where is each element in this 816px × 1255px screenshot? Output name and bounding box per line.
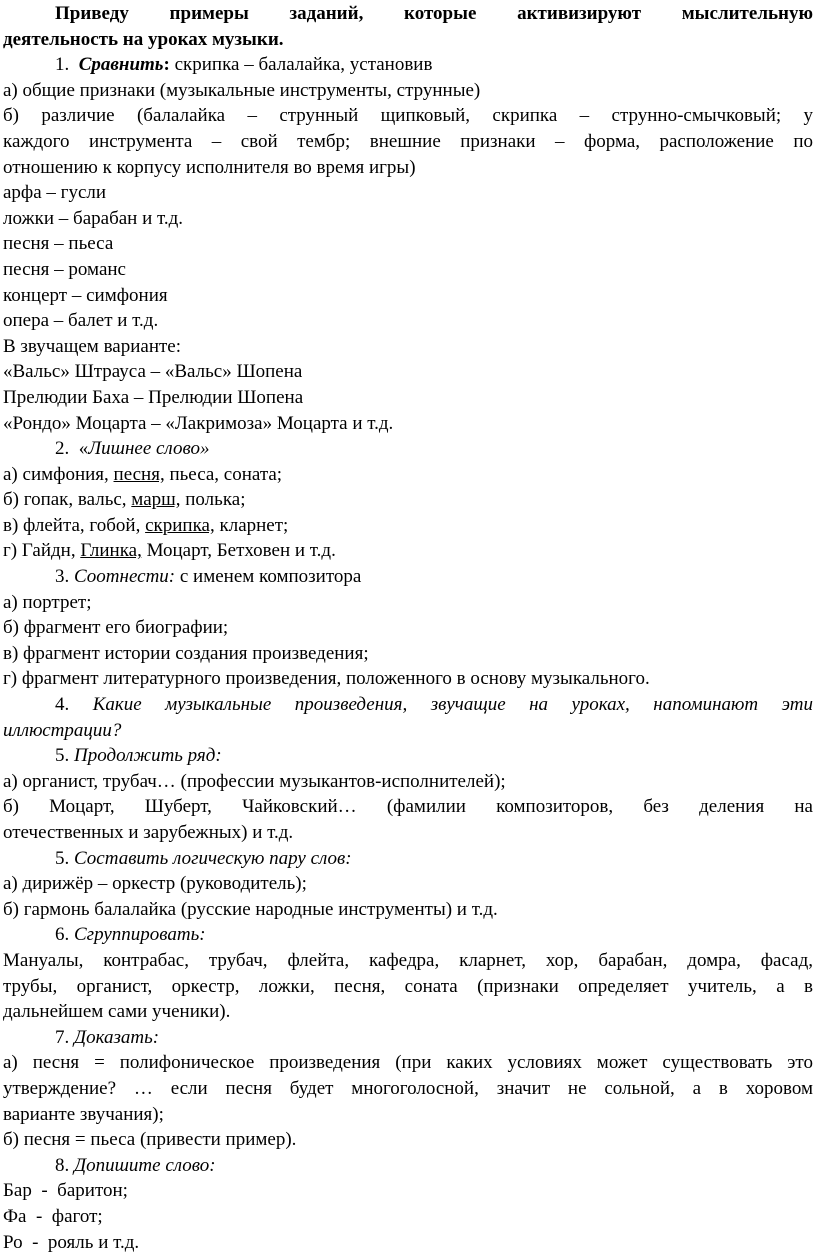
task-2-item-text: а) симфония, — [3, 464, 114, 485]
task-5-header — [3, 743, 813, 769]
task-2-odd-word: скрипка, — [145, 515, 215, 536]
task-6-number: 6. — [55, 924, 69, 945]
task-5-label: Продолжить ряд: — [74, 745, 222, 766]
task-1-sound-intro: В звучащем варианте: — [3, 334, 813, 360]
task-2-odd-word: марш, — [131, 489, 180, 510]
task-3-item: а) портрет; — [3, 590, 813, 616]
task-1-pair: песня – пьеса — [3, 231, 813, 257]
task-2-item-text: в) флейта, гобой, — [3, 515, 145, 536]
task-5b-b: б) гармонь балалайка (русские народные инструменты) и т.д. — [3, 897, 813, 923]
task-1-label: Сравнить — [79, 54, 164, 75]
task-1-pair: ложки – барабан и т.д. — [3, 206, 813, 232]
task-2-item-text: б) гопак, вальс, — [3, 489, 131, 510]
task-3-item: в) фрагмент истории создания произведения; — [3, 641, 813, 667]
task-1-pair: песня – романс — [3, 257, 813, 283]
task-1-sound-pair: «Вальс» Штрауса – «Вальс» Шопена — [3, 359, 813, 385]
task-5-a: а) органист, трубач… (профессии музыкантов-исполнителей); — [3, 769, 813, 795]
task-5-b-line-1: б) Моцарт, Шуберт, Чайковский… (фамилии композиторов, без деления на — [3, 794, 813, 820]
task-7-b: б) песня = пьеса (привести пример). — [3, 1127, 813, 1153]
task-2-item-text: пьеса, соната; — [165, 464, 282, 485]
task-8-item: Фа - фагот; — [3, 1204, 813, 1230]
task-5-number: 5. — [55, 745, 69, 766]
task-8-item: Ро - рояль и т.д. — [3, 1230, 813, 1255]
task-1-b-line-2: каждого инструмента – свой тембр; внешние признаки – форма, расположение по — [3, 129, 813, 155]
task-7-label: Доказать: — [74, 1027, 159, 1048]
task-7-header — [3, 1025, 813, 1051]
task-2-item — [3, 513, 813, 539]
task-1-text: скрипка – балалайка, установив — [170, 54, 433, 75]
task-2-item — [3, 538, 813, 564]
task-1-pair: опера – балет и т.д. — [3, 308, 813, 334]
task-2-item — [3, 462, 813, 488]
task-6-line-1: Мануалы, контрабас, трубач, флейта, кафедра, кларнет, хор, барабан, домра, фасад, — [3, 948, 813, 974]
task-6-line-3: дальнейшем сами ученики). — [3, 999, 813, 1025]
task-1-sound-pair: Прелюдии Баха – Прелюдии Шопена — [3, 385, 813, 411]
task-7-number: 7. — [55, 1027, 69, 1048]
task-2-odd-word: Глинка, — [80, 540, 142, 561]
task-7-a-line-3: варианте звучания); — [3, 1102, 813, 1128]
task-3-label: Соотнести: — [74, 566, 175, 587]
task-2-number: 2. — [55, 438, 69, 459]
task-5-b-line-2: отечественных и зарубежных) и т.д. — [3, 820, 813, 846]
task-6-line-2: трубы, органист, оркестр, ложки, песня, соната (признаки определяет учитель, а в — [3, 974, 813, 1000]
task-4-number: 4. — [55, 694, 69, 715]
task-1-b-line-3: отношению к корпусу исполнителя во время игры) — [3, 155, 813, 181]
task-8-number: 8. — [55, 1155, 69, 1176]
task-4-line-2: иллюстрации? — [3, 718, 813, 744]
task-3-number: 3. — [55, 566, 69, 587]
task-7-a-line-1: а) песня = полифоническое произведения (при каких условиях может существовать это — [3, 1050, 813, 1076]
task-2-item-text: Моцарт, Бетховен и т.д. — [142, 540, 336, 561]
task-3-item: г) фрагмент литературного произведения, положенного в основу музыкального. — [3, 666, 813, 692]
task-1-number: 1. — [55, 54, 69, 75]
task-2-item-text: г) Гайдн, — [3, 540, 80, 561]
task-1-pair: концерт – симфония — [3, 283, 813, 309]
task-2-odd-word: песня, — [114, 464, 165, 485]
task-1-pair: арфа – гусли — [3, 180, 813, 206]
task-2-label: Лишнее слово» — [88, 438, 209, 459]
task-3-header — [3, 564, 813, 590]
task-8-item: Бар - баритон; — [3, 1178, 813, 1204]
task-1-header — [3, 52, 813, 78]
task-7-a-line-2: утверждение? … если песня будет многоголосной, значит не сольной, а в хоровом — [3, 1076, 813, 1102]
task-1-colon: : — [164, 54, 170, 75]
task-2-quote: « — [79, 438, 89, 459]
task-2-item-text: кларнет; — [215, 515, 289, 536]
task-8-label: Допишите слово: — [74, 1155, 216, 1176]
task-2-header — [3, 436, 813, 462]
task-5b-header — [3, 846, 813, 872]
heading-line-2: деятельность на уроках музыки. — [3, 27, 813, 53]
task-3-item: б) фрагмент его биографии; — [3, 615, 813, 641]
task-1-sound-pair: «Рондо» Моцарта – «Лакримоза» Моцарта и т.д. — [3, 411, 813, 437]
task-8-header — [3, 1153, 813, 1179]
task-4-text: Какие музыкальные произведения, звучащие на уроках, напоминают эти — [93, 694, 813, 715]
task-5b-number: 5. — [55, 848, 69, 869]
task-1-b-line-1: б) различие (балалайка – струнный щипковый, скрипка – струнно-смычковый; у — [3, 103, 813, 129]
task-4-line-1 — [3, 692, 813, 718]
task-5b-a: а) дирижёр – оркестр (руководитель); — [3, 871, 813, 897]
task-5b-label: Составить логическую пару слов: — [74, 848, 352, 869]
task-6-label: Сгруппировать: — [74, 924, 206, 945]
task-1-a: а) общие признаки (музыкальные инструменты, струнные) — [3, 78, 813, 104]
task-6-header — [3, 922, 813, 948]
task-2-item — [3, 487, 813, 513]
task-3-text: с именем композитора — [175, 566, 361, 587]
task-2-item-text: полька; — [181, 489, 246, 510]
heading-line-1: Приведу примеры заданий, которые активизируют мыслительную — [3, 1, 813, 27]
